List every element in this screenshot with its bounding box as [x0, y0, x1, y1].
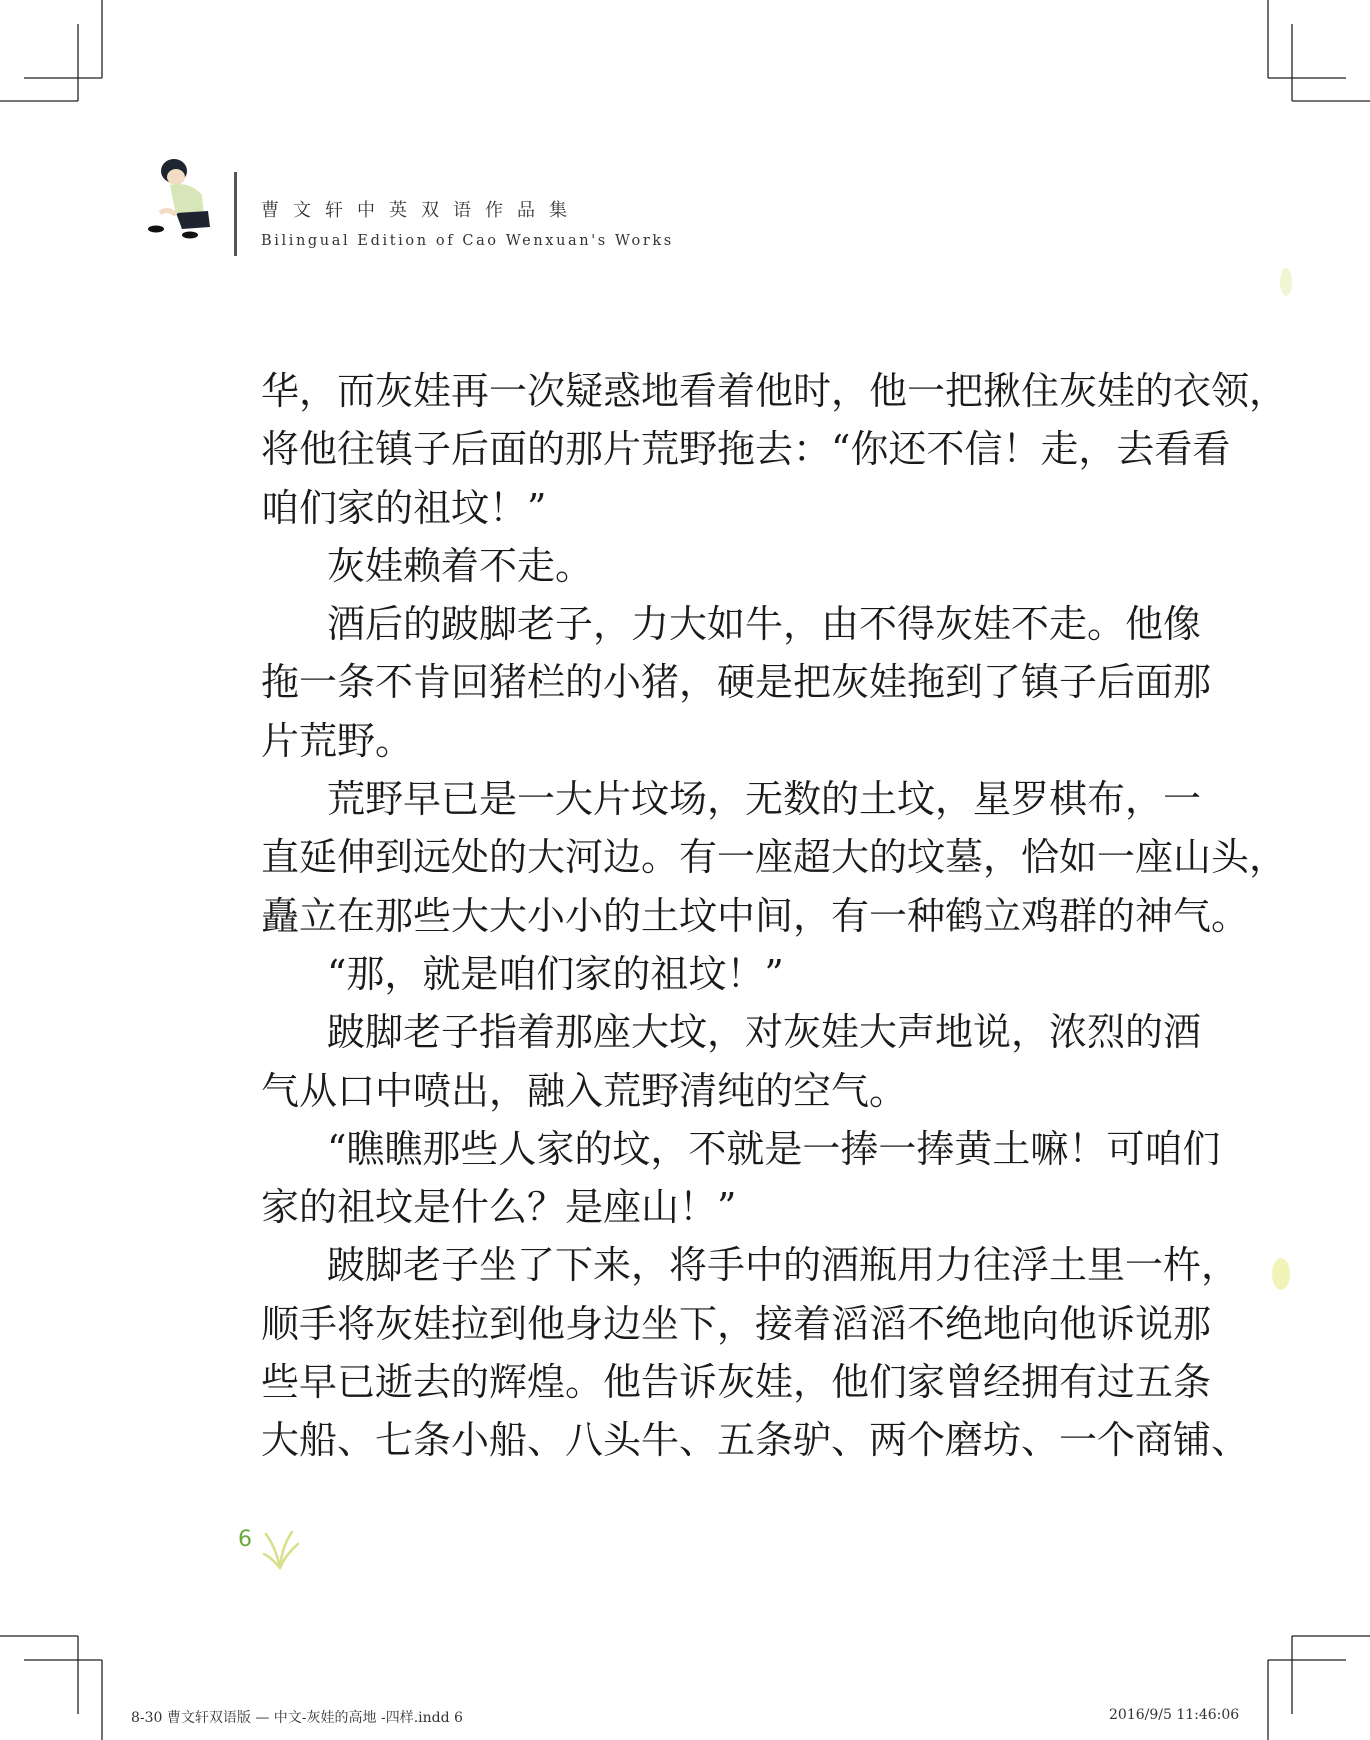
- text-line: 酒后的跛脚老子，力大如牛，由不得灰娃不走。他像: [327, 602, 1202, 647]
- text-line: 华，而灰娃再一次疑惑地看着他时，他一把揪住灰娃的衣领，: [261, 369, 1288, 413]
- text-line: 跛脚老子指着那座大坟，对灰娃大声地说，浓烈的酒: [327, 1010, 1202, 1055]
- text-line: 顺手将灰娃拉到他身边坐下，接着滔滔不绝地向他诉说那: [261, 1301, 1212, 1346]
- grass-icon: [262, 1528, 302, 1570]
- text-line: 拖一条不肯回猪栏的小猪，硬是把灰娃拖到了镇子后面那: [261, 660, 1212, 705]
- footer-timestamp: 2016/9/5 11:46:06: [1109, 1707, 1240, 1723]
- child-illustration: [146, 155, 226, 241]
- text-line: 荒野早已是一大片坟场，无数的土坟，星罗棋布，一: [327, 777, 1202, 822]
- text-line: “那，就是咱们家的祖坟！”: [327, 951, 784, 996]
- footer-file-slug: 8-30 曹文轩双语版 — 中文-灰娃的高地 -四样.indd 6: [131, 1710, 463, 1726]
- decorative-smudge: [1280, 268, 1292, 296]
- text-line: “瞧瞧那些人家的坟，不就是一捧一捧黄土嘛！可咱们: [327, 1126, 1221, 1171]
- text-line: 些早已逝去的辉煌。他告诉灰娃，他们家曾经拥有过五条: [261, 1360, 1212, 1405]
- text-line: 矗立在那些大大小小的土坟中间，有一种鹤立鸡群的神气。: [261, 893, 1250, 938]
- text-line: 家的祖坟是什么？是座山！”: [261, 1185, 737, 1230]
- text-line: 气从口中喷出，融入荒野清纯的空气。: [261, 1068, 908, 1113]
- page-number: 6: [238, 1527, 252, 1552]
- text-line: 大船、七条小船、八头牛、五条驴、两个磨坊、一个商铺、: [261, 1418, 1250, 1463]
- decorative-smudge: [1272, 1258, 1290, 1290]
- text-line: 灰娃赖着不走。: [327, 543, 594, 588]
- series-title-english: Bilingual Edition of Cao Wenxuan's Works: [261, 233, 674, 249]
- text-line: 将他往镇子后面的那片荒野拖去：“你还不信！走，去看看: [261, 427, 1231, 472]
- text-line: 直延伸到远处的大河边。有一座超大的坟墓，恰如一座山头，: [261, 835, 1288, 880]
- header-divider: [234, 172, 237, 256]
- series-title-chinese: 曹文轩中英双语作品集: [261, 200, 581, 221]
- text-line: 咱们家的祖坟！”: [261, 485, 547, 530]
- text-line: 片荒野。: [261, 718, 414, 763]
- body-text: [261, 362, 1288, 1470]
- text-line: 跛脚老子坐了下来，将手中的酒瓶用力往浮土里一杵，: [327, 1243, 1240, 1288]
